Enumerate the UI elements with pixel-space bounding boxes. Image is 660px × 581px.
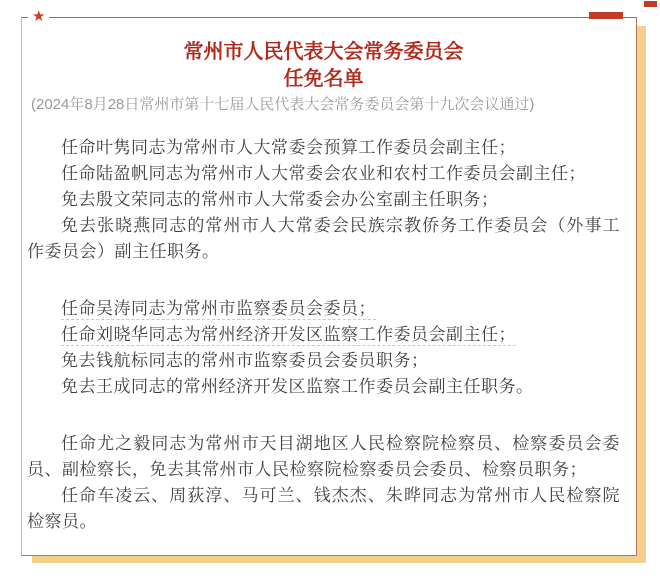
corner-red-square-decoration (644, 1, 657, 7)
section-procuratorate (27, 431, 620, 535)
statement-underlined: 任命刘晓华同志为常州经济开发区监察工作委员会副主任； (61, 325, 516, 344)
statement-underlined: 任命吴涛同志为常州市监察委员会委员； (61, 299, 376, 318)
document-content (22, 18, 636, 535)
title-line-2: 任免名单 (283, 68, 364, 90)
statement: 免去王成同志的常州经济开发区监察工作委员会副主任职务。 (61, 377, 534, 396)
section-npc-standing-committee (27, 135, 620, 265)
statement: 免去张晓燕同志的常州市人大常委会民族宗教侨务工作委员会（外事工作委员会）副主任职务。 (27, 216, 620, 261)
statement: 任命车凌云、周荻淳、马可兰、钱杰杰、朱晔同志为常州市人民检察院检察员。 (27, 486, 620, 531)
document-card (21, 17, 637, 556)
statement: 免去殷文荣同志的常州市人大常委会办公室副主任职务； (61, 190, 499, 209)
statement: 任命叶隽同志为常州市人大常委会预算工作委员会副主任； (61, 138, 516, 157)
document-title (27, 39, 620, 93)
section-supervisory-commission (27, 296, 620, 400)
statement: 任命陆盈帆同志为常州市人大常委会农业和农村工作委员会副主任； (61, 164, 586, 183)
statement: 免去钱航标同志的常州市监察委员会委员职务； (61, 351, 429, 370)
statement: 任命尤之毅同志为常州市天目湖地区人民检察院检察员、检察委员会委员、副检察长，免去其常州市人民检察院检察委员会委员、检察员职务； (27, 434, 620, 479)
red-bar-decoration (589, 12, 623, 19)
star-icon: ★ (28, 7, 49, 26)
document-subtitle: (2024年8月28日常州市第十七届人民代表大会常务委员会第十九次会议通过) (31, 96, 535, 113)
title-line-1: 常州市人民代表大会常务委员会 (183, 41, 464, 63)
